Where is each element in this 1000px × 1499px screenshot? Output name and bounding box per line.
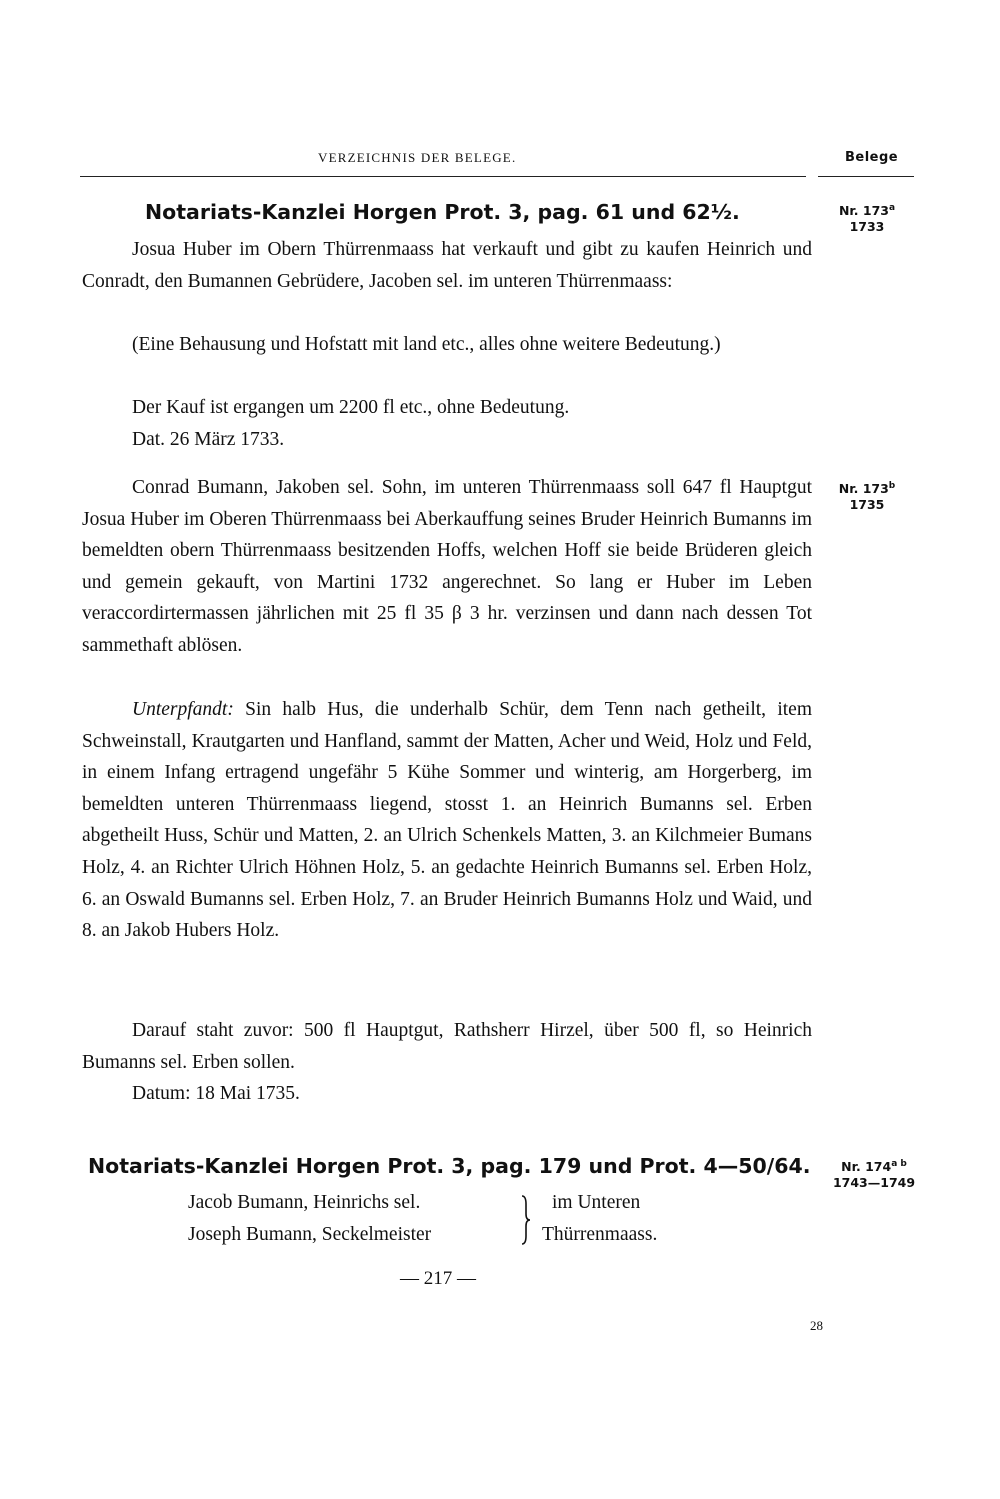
entry2-margin-nr: Nr. 173	[838, 481, 889, 497]
entry2-paragraph-3: Darauf staht zuvor: 500 fl Hauptgut, Rathsherr Hirzel, über 500 fl, so Heinrich Bumanns sel. Erben sollen.	[82, 1020, 812, 1073]
entry3-place-1: im Unteren	[552, 1192, 641, 1213]
page-number: — 217 —	[400, 1268, 476, 1289]
entry3-heading: Notariats-Kanzlei Horgen Prot. 3, pag. 179 und Prot. 4—50/64.	[88, 1154, 811, 1178]
header-rule	[80, 176, 806, 177]
entry3-margin-year: 1743—1749	[832, 1175, 916, 1191]
entry2-paragraph-2	[82, 694, 812, 947]
entry3-name-2: Joseph Bumann, Seckelmeister	[188, 1224, 432, 1245]
entry3-margin-sup: a b	[891, 1159, 907, 1169]
entry1-paragraph-1: Josua Huber im Obern Thürrenmaass hat verkauft und gibt zu kaufen Heinrich und Conradt, den Bumannen Gebrüdere, Jacoben sel. im unteren Thürrenmaass:	[82, 239, 812, 292]
brace-icon	[518, 1194, 532, 1246]
running-title: VERZEICHNIS DER BELEGE.	[318, 150, 517, 165]
entry2-unterpfandt-text: Sin halb Hus, die underhalb Schür, dem Tenn nach getheilt, item Schweinstall, Krautgarten und Hanfland, sammt der Matten, Acher und Weid, Holz und Feld, in einem Infang ertragend ungefähr 5 Kühe Sommer und winterig, am Horgerberg, im bemeldten unteren Thürrenmaass liegend, stosst 1. an Heinrich Bumanns sel. Erben abgetheilt Huss, Schür und Matten, 2. an Ulrich Schenkels Matten, 3. an Kilchmeier Bumans Holz, 4. an Richter Ulrich Höhnen Holz, 5. an gedachte Heinrich Bumanns sel. Erben Holz, 6. an Oswald Bumanns sel. Erben Holz, 7. an Bruder Heinrich Bumanns Holz und Waid, und 8. an Jakob Hubers Holz.	[82, 699, 812, 942]
entry2-margin-sup: b	[888, 481, 896, 491]
section-label: Belege	[845, 150, 899, 165]
entry3-name-1: Jacob Bumann, Heinrichs sel.	[188, 1192, 421, 1213]
entry1-paragraph-3: Der Kauf ist ergangen um 2200 fl etc., ohne Bedeutung.	[132, 397, 570, 418]
entry3-margin-nr: Nr. 174	[841, 1159, 892, 1175]
entry1-paragraph-2: (Eine Behausung und Hofstatt mit land etc., alles ohne weitere Bedeutung.)	[132, 334, 721, 355]
entry1-margin-year: 1733	[849, 219, 885, 235]
entry3-place-2: Thürrenmaass.	[542, 1224, 658, 1245]
entry2-paragraph-4: Datum: 18 Mai 1735.	[132, 1083, 300, 1104]
entry1-heading: Notariats-Kanzlei Horgen Prot. 3, pag. 61 und 62½.	[145, 200, 740, 224]
sheet-number: 28	[810, 1318, 823, 1333]
entry1-margin-sup: a	[888, 203, 896, 213]
entry1-paragraph-4: Dat. 26 März 1733.	[132, 429, 285, 450]
entry2-margin-note	[828, 478, 906, 513]
entry2-unterpfandt-label: Unterpfandt:	[132, 699, 234, 720]
entry3-margin-note	[826, 1156, 922, 1191]
margin-rule	[818, 176, 914, 177]
entry2-margin-year: 1735	[849, 497, 885, 513]
entry1-margin-note	[828, 200, 906, 235]
entry1-margin-nr: Nr. 173	[838, 203, 889, 219]
entry2-paragraph-1: Conrad Bumann, Jakoben sel. Sohn, im unteren Thürrenmaass soll 647 fl Hauptgut Josua Huber im Oberen Thürrenmaass bei Aberkauffung seines Bruder Heinrich Bumanns im bemeldten obern Thürrenmaass besitzenden Hoffs, welchen Hoff sie beide Brüderen gleich und gemein gekauft, von Martini 1732 angerechnet. So lang er Huber im Leben veraccordirtermassen jährlichen mit 25 fl 35 β 3 hr. verzinsen und dann nach dessen Tot sammethaft ablösen.	[82, 477, 812, 656]
